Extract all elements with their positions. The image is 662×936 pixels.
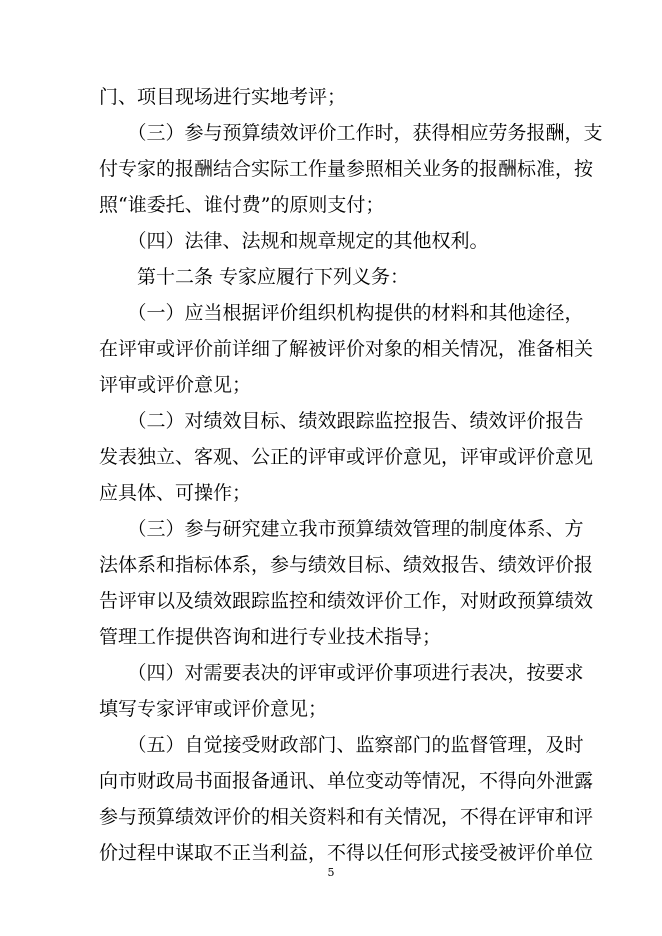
text-line: （二）对绩效目标、绩效跟踪监控报告、绩效评价报告	[99, 410, 584, 432]
text-line: 参与预算绩效评价的相关资料和有关情况，不得在评审和评	[99, 806, 594, 828]
text-line: 门、项目现场进行实地考评；	[99, 86, 347, 108]
text-line: 评审或评价意见；	[99, 374, 252, 396]
text-line: （一）应当根据评价组织机构提供的材料和其他途径，	[99, 302, 584, 324]
text-line: 管理工作提供咨询和进行专业技术指导；	[99, 626, 442, 648]
page-number: 5	[327, 866, 335, 879]
text-line: （三）参与预算绩效评价工作时，获得相应劳务报酬，支	[99, 122, 603, 144]
text-line: 应具体、可操作；	[99, 482, 252, 504]
text-line: （四）法律、法规和规章规定的其他权利。	[99, 230, 489, 252]
text-line: （三）参与研究建立我市预算绩效管理的制度体系、方	[99, 518, 584, 540]
article-heading: 第十二条 专家应履行下列义务：	[99, 266, 410, 288]
text-line: （五）自觉接受财政部门、监察部门的监督管理，及时	[99, 734, 584, 756]
text-line: 照“谁委托、谁付费”的原则支付；	[99, 194, 385, 216]
text-line: 在评审或评价前详细了解被评价对象的相关情况，准备相关	[99, 338, 594, 360]
text-line: 填写专家评审或评价意见；	[99, 698, 328, 720]
text-line: 付专家的报酬结合实际工作量参照相关业务的报酬标准，按	[99, 158, 594, 180]
text-line: 价过程中谋取不正当利益，不得以任何形式接受被评价单位	[99, 842, 594, 864]
text-line: （四）对需要表决的评审或评价事项进行表决，按要求	[99, 662, 584, 684]
text-line: 向市财政局书面报备通讯、单位变动等情况，不得向外泄露	[99, 770, 594, 792]
text-line: 发表独立、客观、公正的评审或评价意见，评审或评价意见	[99, 446, 594, 468]
text-line: 法体系和指标体系，参与绩效目标、绩效报告、绩效评价报	[99, 554, 594, 576]
text-line: 告评审以及绩效跟踪监控和绩效评价工作，对财政预算绩效	[99, 590, 594, 612]
